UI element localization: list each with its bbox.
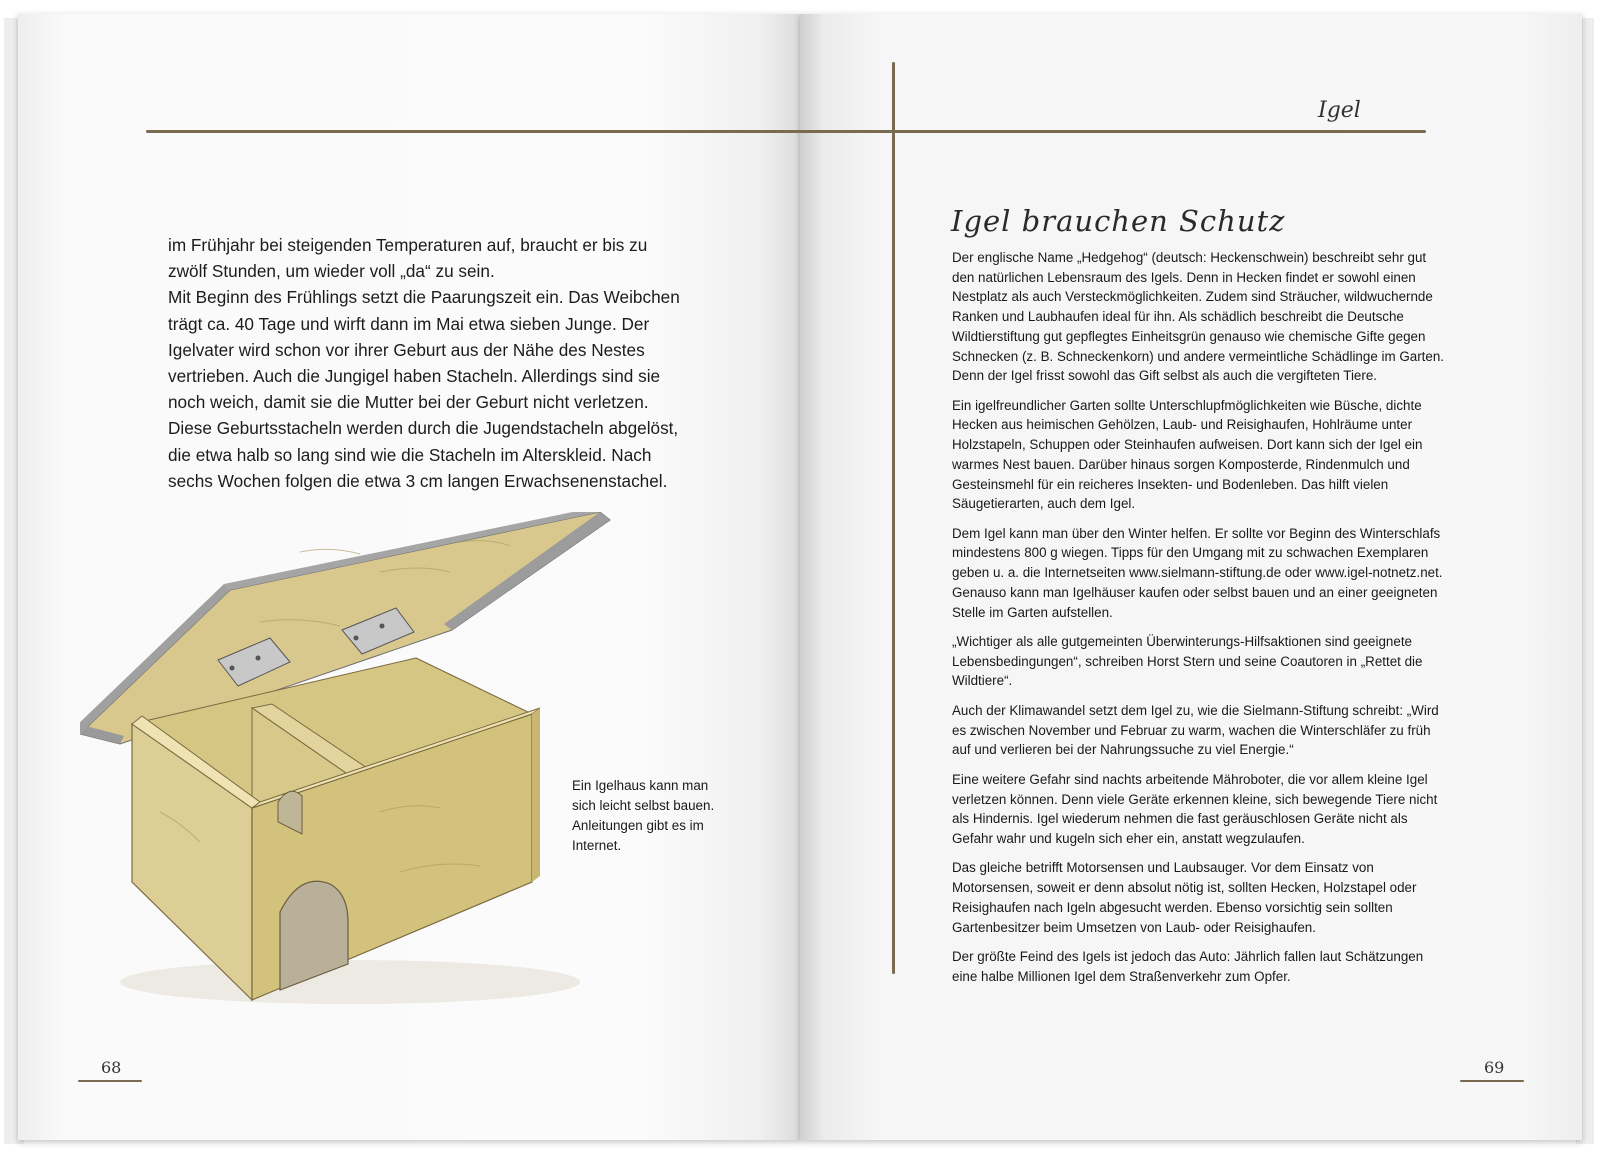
right-paragraph: Ein igelfreundlicher Garten sollte Unterschlupfmöglichkeiten wie Büsche, dichte Hecken aus heimischen Gehölzen, Laub- und Reisighaufen, Hohlräume unter Holzstapeln, Schuppen oder Steinhaufen aufweisen. Dort kann sich der Igel ein warmes Nest bauen. Darüber hinaus sorgen Komposterde, Rindenmulch und Gesteinsmehl für ein reicheres Insekten- und Bodenleben. Das hilft vielen Säugetierarten, auch dem Igel. (952, 397, 1423, 512)
right-paragraph: Eine weitere Gefahr sind nachts arbeitende Mähroboter, die vor allem kleine Igel verletzen können. Denn viele Geräte erkennen kleine, sich bewegende Tiere nicht als Hindernis. Igel wiederum nehmen die fast geräuschlosen Geräte nicht als Gefahr wahr und kugeln sich eher ein, anstatt wegzulaufen. (952, 771, 1438, 846)
illustration-caption: Ein Igelhaus kann man sich leicht selbst bauen. Anleitungen gibt es im Internet. (572, 778, 715, 853)
column-rule (892, 62, 895, 974)
left-paragraph: Mit Beginn des Frühlings setzt die Paarungszeit ein. Das Weibchen trägt ca. 40 Tage und wirft dann im Mai etwa sieben Junge. Der Igelvater wird schon vor ihrer Geburt aus der Nähe des Nestes vertrieben. Auch die Jungigel haben Stacheln. Allerdings sind sie noch weich, damit sie die Mutter bei der Geburt nicht verletzen. Diese Geburtsstacheln werden durch die Jugendstacheln abgelöst, die etwa halb so lang sind wie die Stacheln im Alterskleid. Nach sechs Wochen folgen die etwa 3 cm langen Erwachsenenstachel. (168, 287, 680, 491)
left-body-text (168, 232, 688, 494)
left-paragraph: im Frühjahr bei steigenden Temperaturen auf, braucht er bis zu zwölf Stunden, um wieder voll „da“ zu sein. (168, 235, 648, 282)
header-rule (146, 130, 1426, 133)
page-number-rule-right (1460, 1080, 1524, 1082)
right-paragraph: Der englische Name „Hedgehog“ (deutsch: Heckenschwein) beschreibt sehr gut den natürlichen Lebensraum des Igels. Denn in Hecken findet er sowohl einen Nestplatz als auch Versteckmöglichkeiten. Zudem sind Sträucher, wildwuchernde Ranken und Laubhaufen ideal für ihn. Als schädlich beschreibt die Deutsche Wildtierstiftung gut gepflegtes Einheitsgrün genauso wie chemische Gifte gegen Schnecken (z. B. Schneckenkorn) und andere vermeintliche Schädlinge im Garten. Denn der Igel frisst sowohl das Gift selbst als auch die vergifteten Tiere. (952, 250, 1444, 384)
right-paragraph: Der größte Feind des Igels ist jedoch das Auto: Jährlich fallen laut Schätzungen eine halbe Millionen Igel dem Straßenverkehr zum Opfer. (952, 949, 1424, 984)
right-paragraph: Das gleiche betrifft Motorsensen und Laubsauger. Vor dem Einsatz von Motorsensen, soweit er denn absolut nötig ist, sollten Hecken, Holzstapel oder Reisighaufen nach Igeln abgesucht werden. Ebenso vorsichtig sein sollten Gartenbesitzer beim Umsetzen von Laub- oder Reisighaufen. (952, 860, 1417, 935)
right-paragraph: Dem Igel kann man über den Winter helfen. Er sollte vor Beginn des Winterschlafs mindestens 800 g wiegen. Tipps für den Umgang mit zu schwachen Exemplaren geben u. a. die Internetseiten www.sielmann-stiftung.de oder www.igel-notnetz.net. Genauso kann man Igelhäuser kaufen oder selbst bauen und an einer geeigneten Stelle im Garten aufstellen. (952, 525, 1443, 620)
hedgehog-house-illustration (80, 512, 620, 1022)
page-number-rule-left (78, 1080, 142, 1082)
right-paragraph: „Wichtiger als alle gutgemeinten Überwinterungs-Hilfsaktionen sind geeignete Lebensbedingungen“, schreiben Horst Stern und seine Coautoren in „Rettet die Wildtiere“. (952, 634, 1423, 689)
page-number-left: 68 (101, 1058, 122, 1077)
running-header: Igel (1318, 98, 1361, 123)
right-paragraph: Auch der Klimawandel setzt dem Igel zu, wie die Sielmann-Stiftung schreibt: „Wird es zwischen November und Februar zu warm, wachen die Winterschläfer zu früh auf und verlieren bei der Nahrungssuche zu viel Energie.“ (952, 702, 1439, 758)
section-heading: Igel brauchen Schutz (951, 204, 1286, 238)
page-number-right: 69 (1484, 1058, 1505, 1077)
right-body-text (952, 248, 1447, 996)
